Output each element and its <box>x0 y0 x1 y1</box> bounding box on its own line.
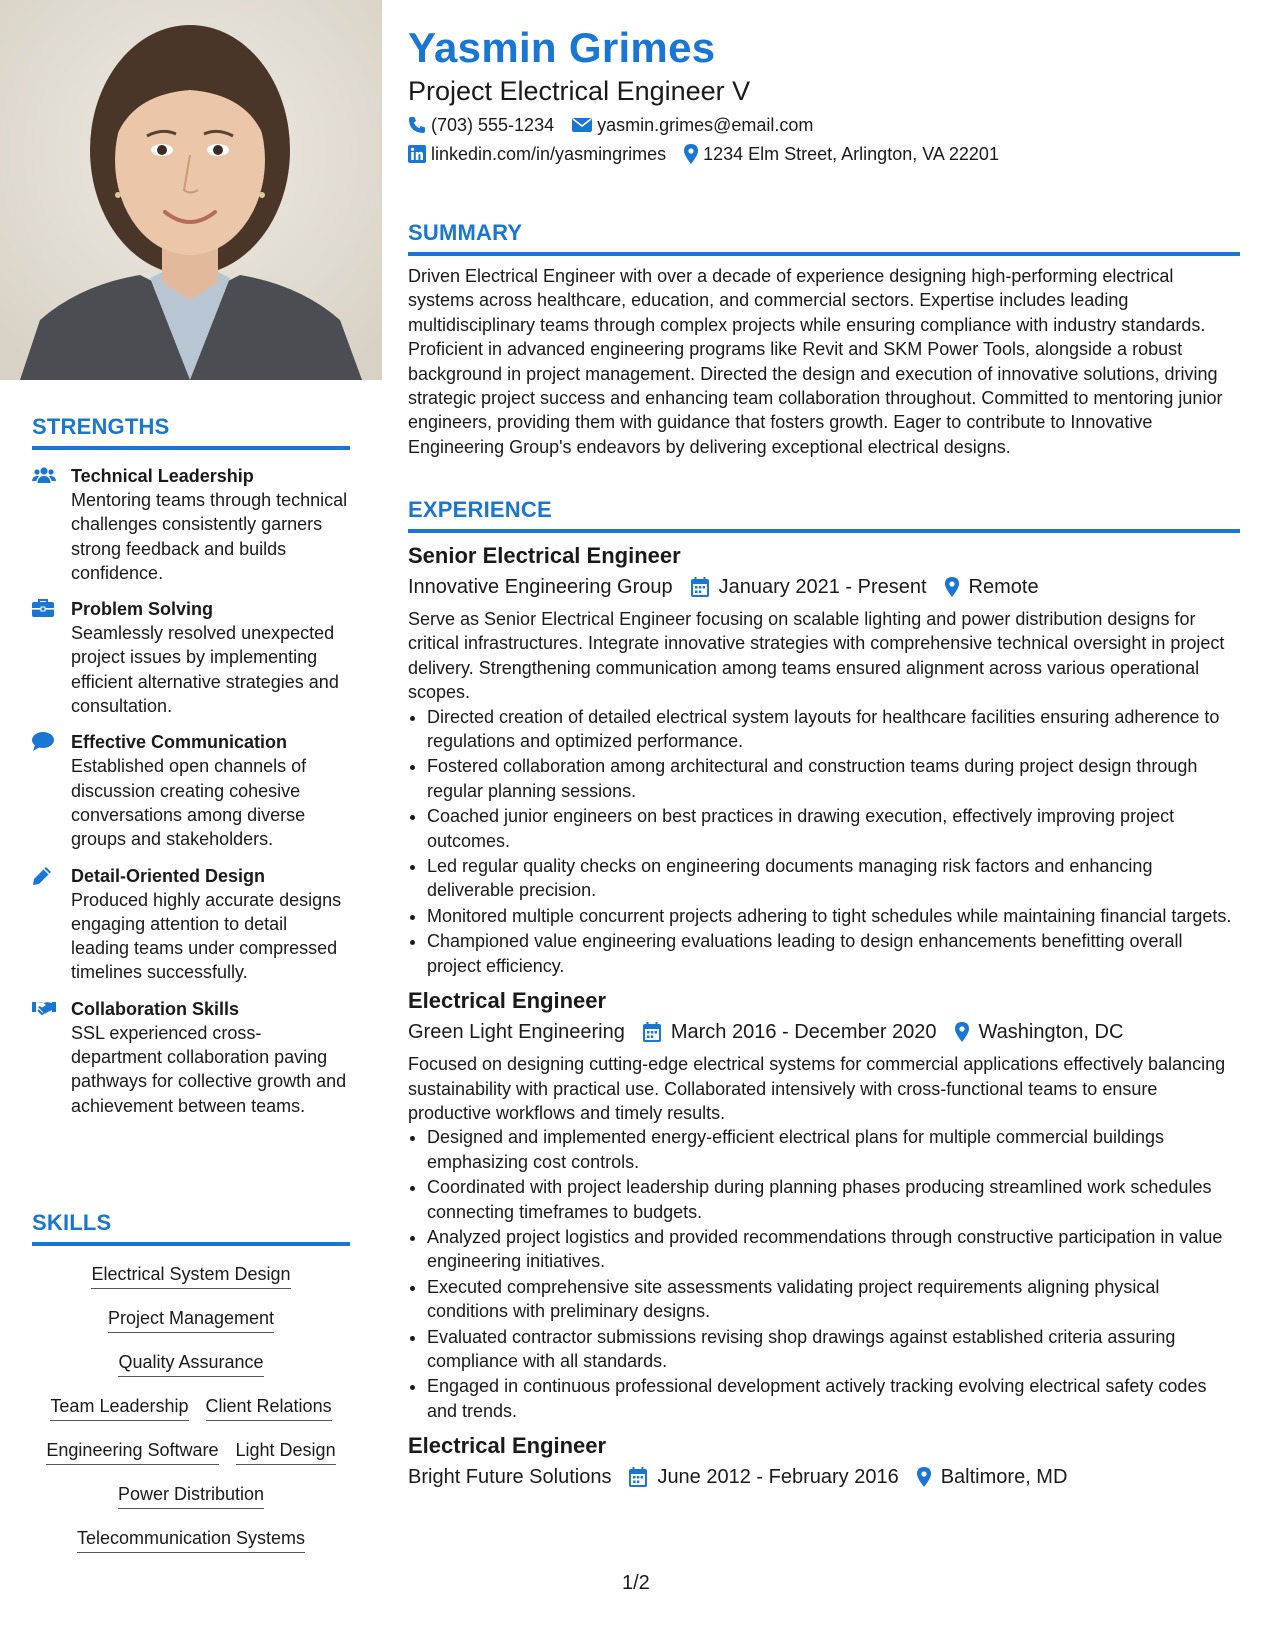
skill-tag: Team Leadership <box>50 1394 188 1421</box>
candidate-name: Yasmin Grimes <box>408 24 716 71</box>
contact-row-2 <box>408 142 1017 166</box>
job-dates <box>629 1463 898 1491</box>
experience-heading: EXPERIENCE <box>408 497 1240 533</box>
handshake-icon <box>32 999 56 1019</box>
strength-desc: Produced highly accurate designs engaging attention to detail leading teams under compressed timelines successfully. <box>71 889 342 983</box>
calendar-icon <box>643 1022 661 1042</box>
job-location <box>917 1463 1068 1491</box>
job-company: Bright Future Solutions <box>408 1466 612 1489</box>
pencil-icon <box>32 866 56 886</box>
briefcase-icon <box>32 599 56 619</box>
email-text: yasmin.grimes@email.com <box>597 115 814 135</box>
calendar-icon <box>691 577 709 597</box>
list-item: • Coordinated with project leadership during planning phases producing streamlined work schedules connecting timeframes to budgets. <box>427 1175 1240 1224</box>
linkedin-icon <box>408 145 426 163</box>
job-dates <box>643 1018 937 1046</box>
strength-item <box>32 997 350 1118</box>
job-company: Innovative Engineering Group <box>408 576 673 598</box>
job-dates <box>691 573 927 601</box>
speech-bubble-icon <box>32 732 56 752</box>
strength-title: Technical Leadership <box>71 466 254 486</box>
skill-tag: Engineering Software <box>46 1438 218 1465</box>
job-meta <box>408 1018 1240 1046</box>
list-item: • Coached junior engineers on best practices in drawing execution, effectively improving project outcomes. <box>427 804 1240 853</box>
list-item: • Engaged in continuous professional development actively tracking evolving electrical safety codes and trends. <box>427 1374 1240 1423</box>
profile-photo <box>0 0 382 380</box>
job-location <box>945 573 1039 601</box>
job-entry <box>408 986 1240 1423</box>
skill-tag: Client Relations <box>206 1394 332 1421</box>
job-position: Electrical Engineer <box>408 988 607 1014</box>
phone-text: (703) 555-1234 <box>431 115 555 135</box>
job-entry <box>408 1431 1240 1491</box>
calendar-icon <box>629 1467 647 1487</box>
list-item: • Designed and implemented energy-efficient electrical plans for multiple commercial buildings emphasizing cost controls. <box>427 1125 1240 1174</box>
skill-tag: Electrical System Design <box>91 1262 290 1289</box>
phone-icon <box>408 116 426 134</box>
job-title: Project Electrical Engineer V <box>408 76 751 106</box>
list-item: • Led regular quality checks on engineering documents managing risk factors and enhancing deliverable precision. <box>427 854 1240 903</box>
strength-desc: SSL experienced cross-department collaboration paving pathways for collective growth and achievement between teams. <box>71 1022 347 1116</box>
skill-tag: Telecommunication Systems <box>77 1526 305 1553</box>
job-description: Serve as Senior Electrical Engineer focusing on scalable lighting and power distribution designs for critical infrastructures. Integrate innovative strategies with comprehensive technical oversight in project delivery. Strengthening communication among teams ensured alignment across various operational scopes. <box>408 609 1225 703</box>
strength-item <box>32 730 350 851</box>
address-text: 1234 Elm Street, Arlington, VA 22201 <box>703 144 999 164</box>
list-item: • Analyzed project logistics and provided recommendations through constructive participation in value engineering initiatives. <box>427 1225 1240 1274</box>
job-location-text: Remote <box>968 576 1039 598</box>
strength-item <box>32 597 350 718</box>
phone-contact[interactable] <box>408 113 554 137</box>
skills-section <box>32 1210 350 1553</box>
skills-list <box>32 1262 350 1553</box>
strength-title: Problem Solving <box>71 599 214 620</box>
list-item: • Executed comprehensive site assessments validating project requirements aligning physical conditions with preliminary designs. <box>427 1275 1240 1324</box>
map-pin-icon <box>955 1022 969 1042</box>
strengths-section <box>32 414 350 1118</box>
strength-desc: Established open channels of discussion creating cohesive conversations among diverse groups and stakeholders. <box>71 756 307 850</box>
left-column <box>0 0 382 1650</box>
contact-row-1 <box>408 113 831 137</box>
linkedin-contact[interactable] <box>408 142 666 166</box>
job-location <box>955 1018 1124 1046</box>
job-bullets <box>408 705 1240 978</box>
strength-title: Collaboration Skills <box>71 998 240 1019</box>
users-icon <box>32 466 56 486</box>
email-contact[interactable] <box>572 113 813 137</box>
list-item: • Fostered collaboration among architectural and construction teams during project design through regular planning sessions. <box>427 754 1240 803</box>
job-bullets <box>408 1125 1240 1423</box>
skill-tag: Quality Assurance <box>118 1350 263 1377</box>
job-position: Electrical Engineer <box>408 1433 607 1459</box>
summary-section <box>408 220 1240 459</box>
strength-title: Effective Communication <box>71 732 288 753</box>
map-pin-icon <box>684 144 698 164</box>
page-number: 1/2 <box>622 1572 650 1594</box>
strength-desc: Mentoring teams through technical challenges consistently garners strong feedback and builds confidence. <box>71 490 348 583</box>
job-dates-text: March 2016 - December 2020 <box>670 1021 937 1044</box>
job-description: Focused on designing cutting-edge electrical systems for commercial applications effectively balancing sustainability with practical use. Collaborated intensively with cross-functional teams to ensure productive workflows and timely results. <box>408 1054 1226 1123</box>
skill-tag: Light Design <box>236 1438 336 1465</box>
address-contact <box>684 142 999 166</box>
job-location-text: Baltimore, MD <box>940 1466 1068 1489</box>
skills-heading: SKILLS <box>32 1210 350 1246</box>
list-item: • Evaluated contractor submissions revising shop drawings against established criteria assuring compliance with all standards. <box>427 1325 1240 1374</box>
list-item: • Directed creation of detailed electrical system layouts for healthcare facilities ensuring adherence to regulations and optimized performance. <box>427 705 1240 754</box>
map-pin-icon <box>917 1467 931 1487</box>
strengths-heading: STRENGTHS <box>32 414 350 450</box>
list-item: • Monitored multiple concurrent projects adhering to tight schedules while maintaining financial targets. <box>427 904 1240 928</box>
job-company: Green Light Engineering <box>408 1021 625 1044</box>
skill-tag: Power Distribution <box>118 1482 264 1509</box>
job-position: Senior Electrical Engineer <box>408 543 681 568</box>
summary-text: Driven Electrical Engineer with over a decade of experience designing high-performing electrical systems across healthcare, education, and commercial sectors. Expertise includes leading multidisciplinary teams through complex projects while ensuring compliance with industry standards. Proficient in advanced engineering programs like Revit and SKM Power Tools, alongside a robust background in project management. Directed the design and execution of innovative solutions, driving strategic project success and enhancing team collaboration throughout. Committed to mentoring junior engineers, providing them with guidance that fosters growth. Eager to contribute to Innovative Engineering Group's endeavors by delivering exceptional electrical designs. <box>408 266 1223 457</box>
list-item: • Championed value engineering evaluations leading to design enhancements benefitting overall project efficiency. <box>427 929 1240 978</box>
job-dates-text: June 2012 - February 2016 <box>657 1466 899 1489</box>
strength-item <box>32 464 350 585</box>
summary-heading: SUMMARY <box>408 220 1240 256</box>
job-location-text: Washington, DC <box>978 1021 1124 1044</box>
linkedin-text: linkedin.com/in/yasmingrimes <box>431 144 667 164</box>
strength-desc: Seamlessly resolved unexpected project issues by implementing efficient alternative strategies and consultation. <box>71 623 339 717</box>
job-entry <box>408 541 1240 978</box>
skill-tag: Project Management <box>108 1306 274 1333</box>
map-pin-icon <box>945 577 959 597</box>
envelope-icon <box>572 117 592 133</box>
job-meta <box>408 1463 1240 1491</box>
job-dates-text: January 2021 - Present <box>718 576 927 598</box>
job-meta <box>408 573 1240 601</box>
strength-title: Detail-Oriented Design <box>71 865 266 886</box>
strength-item <box>32 864 350 985</box>
experience-section <box>408 497 1240 1497</box>
